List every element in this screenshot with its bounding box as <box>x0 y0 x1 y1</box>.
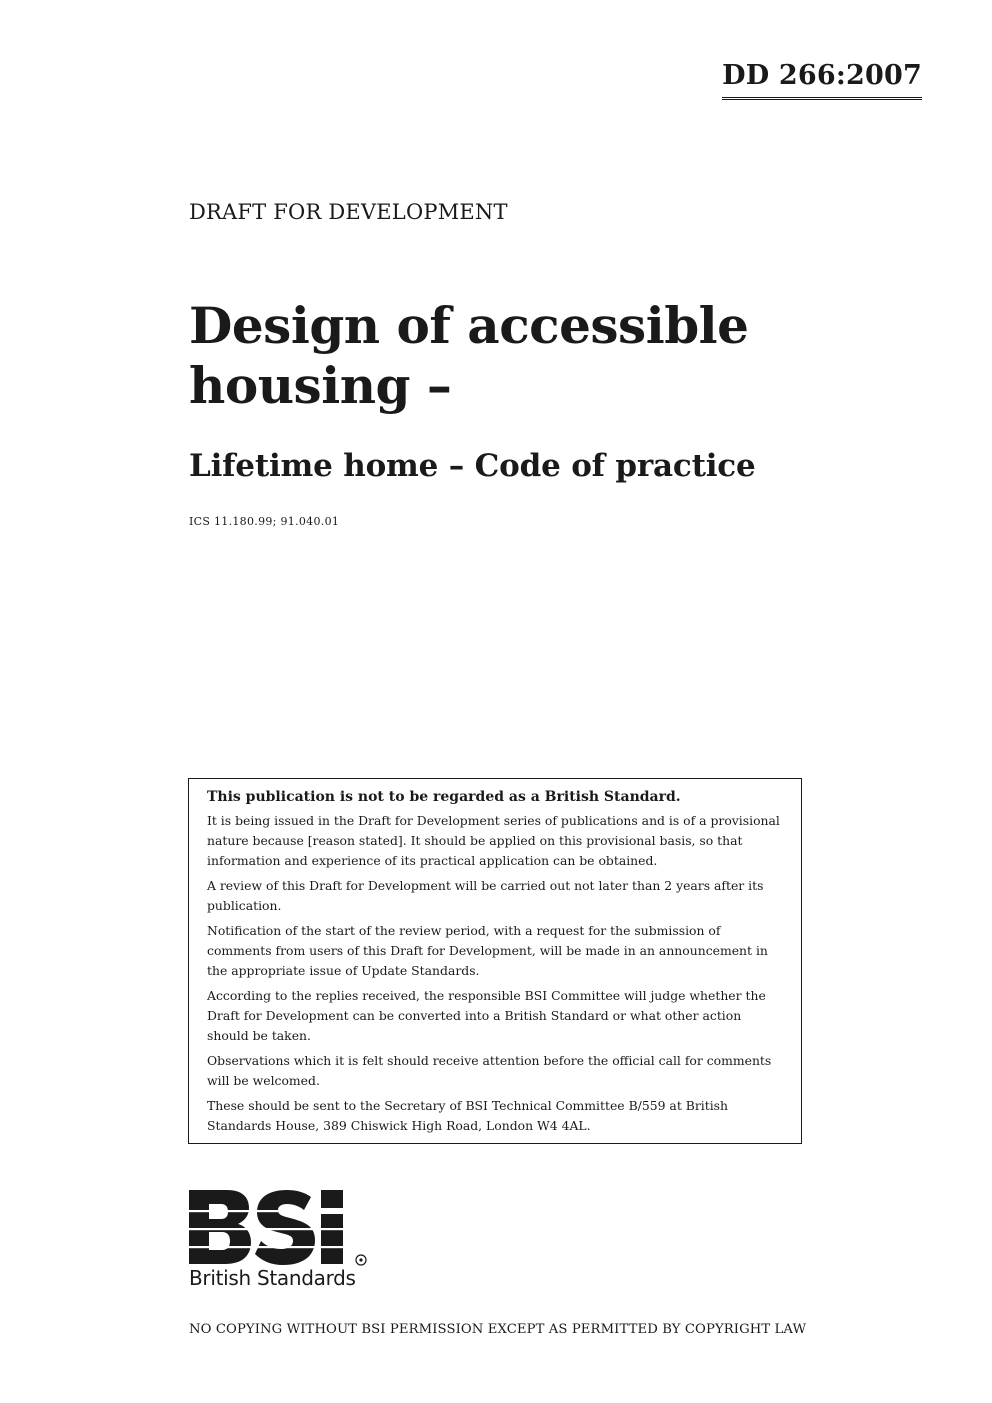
series-label: DRAFT FOR DEVELOPMENT <box>189 200 508 224</box>
notice-paragraph: According to the replies received, the responsible BSI Committee will judge whether the Draft for Development can be converted into a British Standard or what other action should be taken. <box>207 988 766 1043</box>
notice-heading: This publication is not to be regarded as a British Standard. <box>207 789 681 805</box>
notice-paragraph: A review of this Draft for Development will be carried out not later than 2 years after its publication. <box>207 878 764 913</box>
copyright-notice: NO COPYING WITHOUT BSI PERMISSION EXCEPT AS PERMITTED BY COPYRIGHT LAW <box>189 1322 807 1337</box>
ics-codes: ICS 11.180.99; 91.040.01 <box>189 515 340 528</box>
document-number: DD 266:2007 <box>722 62 922 100</box>
notice-box <box>188 778 802 1144</box>
bsi-logo <box>189 1188 379 1296</box>
title-line-2: housing – <box>189 356 452 415</box>
document-subtitle: Lifetime home – Code of practice <box>189 448 756 484</box>
bsi-logo-text: British Standards <box>189 1266 356 1290</box>
notice-paragraph: Observations which it is felt should receive attention before the official call for comments will be welcomed. <box>207 1053 772 1088</box>
document-title <box>189 296 909 416</box>
notice-paragraph: Notification of the start of the review period, with a request for the submission of comments from users of this Draft for Development, will be made in an announcement in the appropriate issue of Update Standards. <box>207 923 768 978</box>
notice-paragraph: It is being issued in the Draft for Development series of publications and is of a provisional nature because [reason stated]. It should be applied on this provisional basis, so that information and experience of its practical application can be obtained. <box>207 813 780 868</box>
bsi-logo-mark <box>189 1188 375 1266</box>
title-line-1: Design of accessible <box>189 296 749 355</box>
notice-paragraph: These should be sent to the Secretary of BSI Technical Committee B/559 at British Standards House, 389 Chiswick High Road, London W4 4AL. <box>207 1098 729 1133</box>
